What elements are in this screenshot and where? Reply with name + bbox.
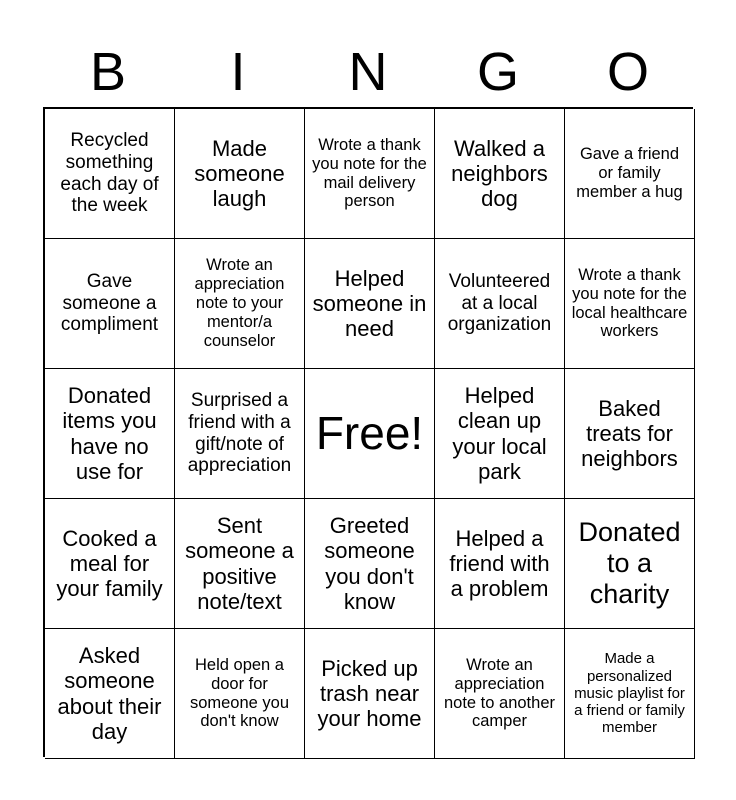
free-space[interactable] <box>305 369 435 499</box>
cell-text: Gave a friend or family member a hug <box>576 145 683 201</box>
bingo-cell[interactable] <box>565 239 695 369</box>
cell-text: Wrote an appreciation note to your mentor/a counselor <box>194 256 285 350</box>
cell-text: Wrote an appreciation note to another camper <box>443 655 555 731</box>
bingo-cell[interactable] <box>305 629 435 759</box>
bingo-cell[interactable] <box>175 499 305 629</box>
bingo-cell[interactable] <box>305 499 435 629</box>
cell-text: Donated to a charity <box>578 516 681 610</box>
cell-text: Held open a door for someone you don't know <box>189 655 290 731</box>
bingo-cell[interactable] <box>175 109 305 239</box>
cell-text: Made a personalized music playlist for a friend or family member <box>574 650 685 737</box>
cell-text: Cooked a meal for your family <box>56 525 163 602</box>
header-letter-o: O <box>606 42 649 102</box>
cell-text: Walked a neighbors dog <box>451 135 548 212</box>
bingo-cell[interactable] <box>175 369 305 499</box>
header-letter-i: I <box>230 42 246 102</box>
bingo-cell[interactable] <box>45 369 175 499</box>
cell-text: Helped someone in need <box>312 265 427 342</box>
bingo-cell[interactable] <box>435 369 565 499</box>
cell-text: Sent someone a positive note/text <box>185 512 294 614</box>
cell-text: Greeted someone you don't know <box>324 512 415 614</box>
cell-text: Picked up trash near your home <box>317 655 422 732</box>
bingo-board <box>43 107 693 757</box>
bingo-cell[interactable] <box>45 499 175 629</box>
header-letter-g: G <box>476 42 519 102</box>
bingo-cell[interactable] <box>435 109 565 239</box>
cell-text: Wrote a thank you note for the mail delivery person <box>312 135 427 211</box>
bingo-cell[interactable] <box>175 239 305 369</box>
bingo-cell[interactable] <box>435 239 565 369</box>
cell-text: Helped a friend with a problem <box>449 525 550 602</box>
cell-text: Wrote a thank you note for the local healthcare workers <box>571 265 688 341</box>
bingo-cell[interactable] <box>45 629 175 759</box>
cell-text: Donated items you have no use for <box>62 382 157 484</box>
bingo-cell[interactable] <box>565 369 695 499</box>
cell-text: Made someone laugh <box>194 135 285 212</box>
bingo-cell[interactable] <box>565 499 695 629</box>
bingo-header <box>43 40 693 104</box>
cell-text: Volunteered at a local organization <box>447 270 552 336</box>
cell-text: Gave someone a compliment <box>60 270 159 336</box>
bingo-cell[interactable] <box>305 109 435 239</box>
free-space-text: Free! <box>315 407 424 460</box>
cell-text: Helped clean up your local park <box>452 382 547 484</box>
bingo-cell[interactable] <box>435 499 565 629</box>
header-letter-b: B <box>89 42 127 102</box>
bingo-cell[interactable] <box>45 239 175 369</box>
bingo-cell[interactable] <box>565 629 695 759</box>
cell-text: Asked someone about their day <box>57 642 162 744</box>
cell-text: Recycled something each day of the week <box>60 129 159 217</box>
cell-text: Baked treats for neighbors <box>581 395 678 472</box>
header-letter-n: N <box>348 42 388 102</box>
bingo-cell[interactable] <box>565 109 695 239</box>
bingo-cell[interactable] <box>175 629 305 759</box>
bingo-cell[interactable] <box>435 629 565 759</box>
cell-text: Surprised a friend with a gift/note of appreciation <box>187 389 292 477</box>
bingo-cell[interactable] <box>305 239 435 369</box>
bingo-cell[interactable] <box>45 109 175 239</box>
